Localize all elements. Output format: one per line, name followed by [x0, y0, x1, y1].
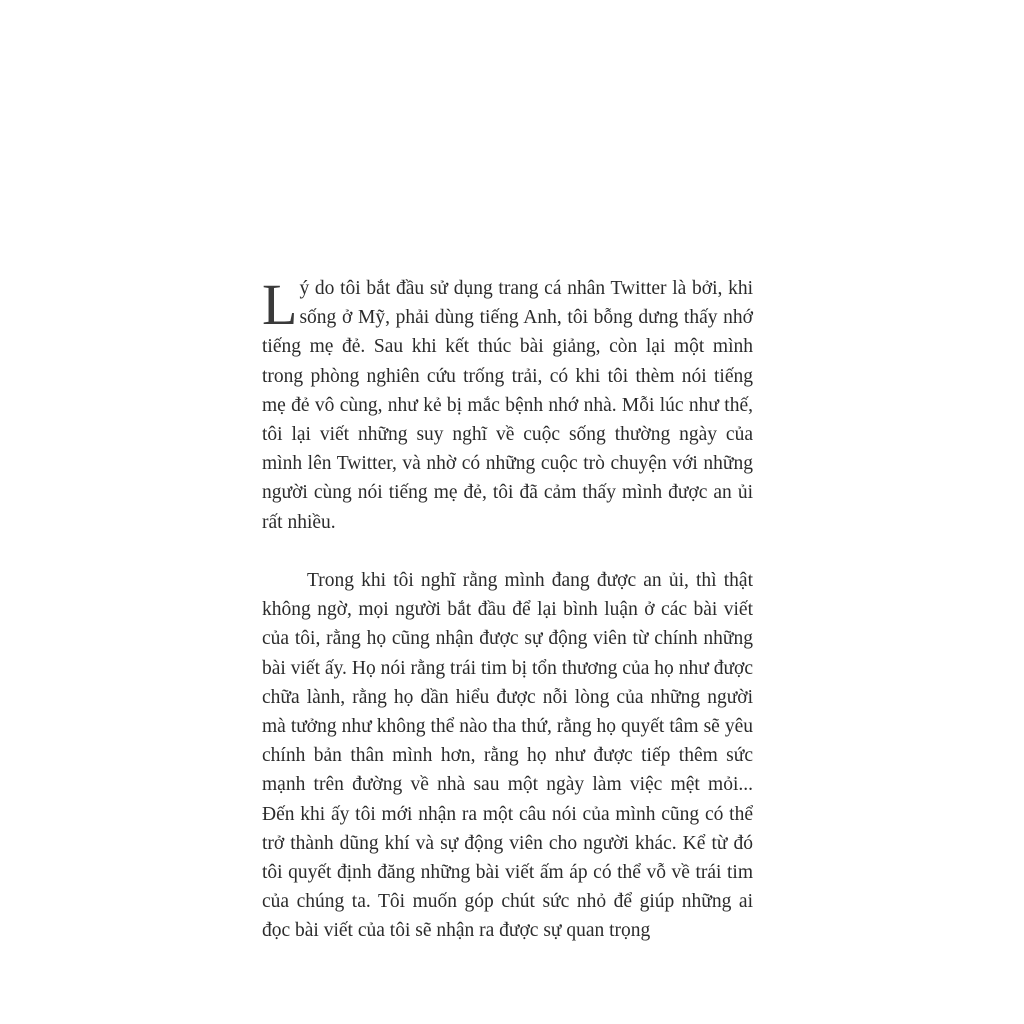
- paragraph-2: [262, 566, 753, 946]
- body-text: [262, 274, 753, 946]
- drop-cap-letter: L: [262, 272, 298, 337]
- paragraph-1-text: ý do tôi bắt đầu sử dụng trang cá nhân Twitter là bởi, khi sống ở Mỹ, phải dùng tiếng Anh, tôi bỗng dưng thấy nhớ tiếng mẹ đẻ. Sau khi kết thúc bài giảng, còn lại một mình trong phòng nghiên cứu trống trải, có khi tôi thèm nói tiếng mẹ đẻ vô cùng, như kẻ bị mắc bệnh nhớ nhà. Mỗi lúc như thế, tôi lại viết những suy nghĩ về cuộc sống thường ngày của mình lên Twitter, và nhờ có những cuộc trò chuyện với những người cùng nói tiếng mẹ đẻ, tôi đã cảm thấy mình được an ủi rất nhiều.: [262, 278, 753, 533]
- paragraph-1: [262, 274, 753, 537]
- paragraph-2-text: Trong khi tôi nghĩ rằng mình đang được an ủi, thì thật không ngờ, mọi người bắt đầu để lại bình luận ở các bài viết của tôi, rằng họ cũng nhận được sự động viên từ chính những bài viết ấy. Họ nói rằng trái tim bị tổn thương của họ như được chữa lành, rằng họ dần hiểu được nỗi lòng của những người mà tưởng như không thể nào tha thứ, rằng họ quyết tâm sẽ yêu chính bản thân mình hơn, rằng họ như được tiếp thêm sức mạnh trên đường về nhà sau một ngày làm việc mệt mỏi... Đến khi ấy tôi mới nhận ra một câu nói của mình cũng có thể trở thành dũng khí và sự động viên cho người khác. Kể từ đó tôi quyết định đăng những bài viết ấm áp có thể vỗ về trái tim của chúng ta. Tôi muốn góp chút sức nhỏ để giúp những ai đọc bài viết của tôi sẽ nhận ra được sự quan trọng: [262, 570, 753, 942]
